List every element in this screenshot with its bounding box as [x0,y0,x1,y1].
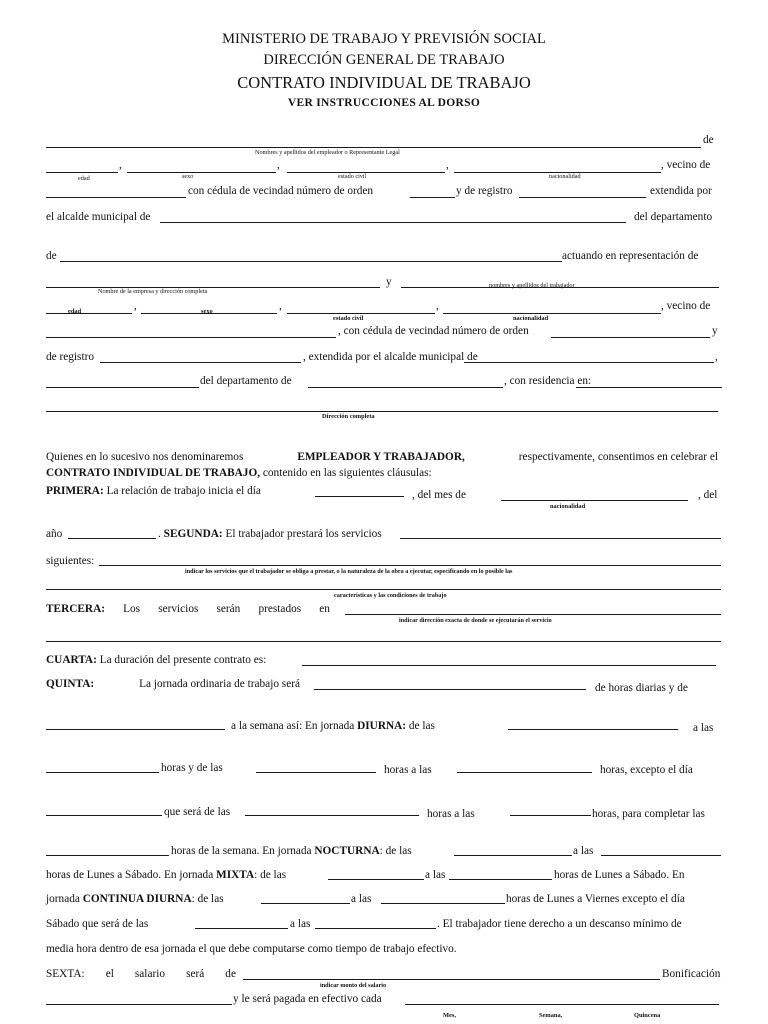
employer-residence-field[interactable] [46,197,186,198]
nocturna-line [171,845,412,857]
services-detail-field-2[interactable] [46,589,721,590]
clause-text: La duración del presente contrato es: [99,654,267,666]
conditions-hint: características y las condiciones de trabajo [334,592,447,599]
payment-period-field[interactable] [405,1004,719,1005]
clause-label: TERCERA: [46,603,105,615]
worker-residence-field[interactable] [46,337,336,338]
direccion-hint: Dirección completa [322,413,375,420]
mes-option: Mes, [443,1012,456,1019]
cuarta-clause [46,654,266,666]
location-hint: indicar dirección exacta de donde se ejecutarán el servicio [399,617,552,624]
diurna-end-2-field[interactable] [457,772,592,773]
clause-word: serán [216,603,241,615]
cedula-label: , con cédula de vecindad número de orden [338,325,529,337]
bonus-field[interactable] [46,1004,232,1005]
intro-line-1 [46,451,718,463]
clause-word: servicios [158,603,199,615]
employer-name-field[interactable] [46,147,701,148]
continua-end-field[interactable] [381,903,505,904]
nacionalidad-hint: nacionalidad [550,503,586,510]
employer-name-hint: Nombres y apellidos del empleador o Representante Legal [255,149,400,156]
semana-label [231,720,435,732]
comma: , [436,300,439,312]
except-day-field[interactable] [46,815,162,816]
segunda-clause: . SEGUNDA: El trabajador prestará los servicios [158,528,382,540]
mixta-label: MIXTA [216,869,255,881]
del-mes-label: , del mes de [412,489,466,501]
continua-label: CONTINUA DIURNA [82,893,192,905]
trabajador-hint: nombres y apellidos del trabajador [489,282,575,289]
diurna-start-field[interactable] [508,729,678,730]
employer-sex-field[interactable] [127,172,276,173]
intro-line-2 [46,467,432,479]
worker-municipality-field[interactable] [464,362,714,363]
horas-a-las-label: horas a las [384,764,432,776]
diurna-end-field[interactable] [46,772,159,773]
empresa-hint: Nombre de la empresa y dirección completa [98,288,208,295]
clause-word: será [186,968,205,980]
quincena-option: Quincena [634,1012,661,1019]
sexta-clause [46,968,236,980]
nocturna-start-field[interactable] [454,855,572,856]
instructions-note: VER INSTRUCCIONES AL DORSO [287,97,481,109]
clause-word: salario [134,968,166,980]
mixta-start-field[interactable] [328,879,424,880]
ministry-heading: MINISTERIO DE TRABAJO Y PREVISIÓN SOCIAL [222,31,546,47]
sabado-que-label: Sábado que será de las [46,918,149,930]
horas-diarias-label [595,682,718,694]
continua-start-field[interactable] [261,903,350,904]
de-label: de [46,250,57,262]
tercera-clause [46,603,330,615]
nocturna-label: NOCTURNA [314,845,380,857]
lunes-viernes-label: horas de Lunes a Viernes excepto el día [506,893,685,905]
completar-label: horas, para completar las [592,808,705,820]
siguientes-label: siguientes: [46,555,95,567]
quinta-clause [46,678,300,690]
worker-cedula-order-field[interactable] [551,337,710,338]
worker-age-field[interactable] [46,313,132,314]
registro-label: y de registro [456,185,513,197]
weekly-total-field[interactable] [46,855,169,856]
text: horas de la semana. En jornada [171,845,312,857]
clause-label: QUINTA: [46,678,95,690]
y-label: y [712,325,718,337]
clause-word: el [105,968,114,980]
intro-text: contenido en las siguientes cláusulas: [262,467,432,479]
nocturna-end-field[interactable] [601,855,721,856]
lunes-sabado-label: horas de Lunes a Sábado. En [554,869,685,881]
a-las-label: a las [351,893,372,905]
excepto-label: horas, excepto el día [600,764,693,776]
diurna-start-2-field[interactable] [256,772,376,773]
text: a la semana así: En jornada [231,720,355,732]
clause-word: Los [123,603,141,615]
clause-text: La relación de trabajo inicia el día [106,485,261,497]
intro-text: respectivamente, consentimos en celebrar el [518,451,718,463]
clause-label: SEXTA: [46,968,85,980]
worker-blank-field[interactable] [46,387,199,388]
contract-name: CONTRATO INDIVIDUAL DE TRABAJO, [46,467,261,479]
start-month-field[interactable] [501,500,688,501]
vecino-label: , vecino de [661,159,711,171]
y-label: y [386,276,392,288]
semana-option: Semana, [539,1012,563,1019]
worker-registry-field[interactable] [100,362,301,363]
parties-label: EMPLEADOR Y TRABAJADOR, [297,451,465,463]
except-end-field[interactable] [510,815,591,816]
hours-field[interactable] [314,689,586,690]
edad-hint: edad [78,175,90,182]
a-las-label: a las [693,722,714,734]
employer-registry-field[interactable] [519,197,646,198]
worker-residence-start-field[interactable] [576,387,722,388]
saturday-start-field[interactable] [195,928,288,929]
clause-text: La jornada ordinaria de trabajo será [139,678,300,690]
departamento-label: del departamento [634,211,713,223]
salary-hint: indicar monto del salario [320,982,387,989]
clause-label: PRIMERA: [46,485,104,497]
work-location-field-2[interactable] [46,641,721,642]
alcalde-label: el alcalde municipal de [46,211,151,223]
diurna-label: DIURNA: [357,720,407,732]
primera-clause [46,485,261,497]
text: : de las [254,869,287,881]
worker-department-field[interactable] [308,387,503,388]
descanso-text: . El trabajador tiene derecho a un descanso mínimo de [437,918,682,930]
worker-civil-status-field[interactable] [287,313,435,314]
comma: , [134,300,137,312]
a-las-label: a las [425,869,446,881]
registro-label: de registro [46,351,94,363]
del-label: , del [698,489,718,501]
horas-a-las-label: horas a las [427,808,475,820]
mixta-line [46,869,286,881]
estado-civil-hint: estado civil [333,315,364,322]
text: jornada [46,893,80,905]
clause-word: en [319,603,330,615]
anio-label: año [46,528,63,540]
pagada-label: y le será pagada en efectivo cada [233,993,382,1005]
start-year-field[interactable] [68,538,156,539]
bonificacion-label: Bonificación [662,968,721,980]
services-field[interactable] [400,538,721,539]
employer-cedula-order-field[interactable] [410,197,455,198]
comma: , [446,159,449,171]
employer-department-field[interactable] [60,261,562,262]
comma: , [277,159,280,171]
except-start-field[interactable] [245,815,419,816]
comma: , [119,159,122,171]
extendida-label: extendida por [650,185,712,197]
mixta-end-field[interactable] [449,879,552,880]
clause-label: SEGUNDA: [163,528,223,540]
departamento-label: del departamento de [200,375,292,387]
employer-municipality-field[interactable] [160,222,626,223]
extendida-label: , extendida por el alcalde municipal de [303,351,478,363]
weekly-hours-field[interactable] [46,729,225,730]
text: de horas diarias y de [595,682,688,694]
sexo-hint: sexo [182,173,194,180]
intro-text: Quienes en lo sucesivo nos denominaremos [46,451,244,463]
text: : de las [191,893,224,905]
continua-line [46,893,224,905]
worker-nationality-field[interactable] [443,313,661,314]
work-location-field[interactable] [345,614,721,615]
estado-civil-hint: estado civil [338,173,367,180]
start-day-field[interactable] [315,496,404,497]
sexo-hint: sexo [201,308,213,315]
services-hint: indicar los servicios que el trabajador se obliga a prestar, o la naturaleza de la obra a ejecutar, especificando en lo posible las [185,568,513,575]
residencia-label: , con residencia en: [504,375,592,387]
a-las-label: a las [290,918,311,930]
media-hora-text: media hora dentro de esa jornada el que debe computarse como tiempo de trabajo efectivo. [46,943,457,955]
text: horas de Lunes a Sábado. En jornada [46,869,214,881]
saturday-end-field[interactable] [315,928,436,929]
duration-field[interactable] [302,665,716,666]
services-detail-field[interactable] [99,565,721,566]
clause-word: de [225,968,236,980]
que-sera-label: que será de las [164,806,231,818]
document-title: CONTRATO INDIVIDUAL DE TRABAJO [237,73,531,92]
actuando-label: actuando en representación de [562,250,699,262]
clause-text: El trabajador prestará los servicios [225,528,382,540]
de-label: de [703,134,714,146]
direction-heading: DIRECCIÓN GENERAL DE TRABAJO [263,52,505,68]
text: : de las [379,845,412,857]
horas-y-de-las-label: horas y de las [161,762,223,774]
company-field[interactable] [46,287,380,288]
clause-label: CUARTA: [46,654,97,666]
salary-field[interactable] [243,979,660,980]
edad-hint: edad [68,308,82,315]
comma: , [279,300,282,312]
a-las-label: a las [573,845,594,857]
text: de las [408,720,435,732]
employer-age-field[interactable] [46,172,118,173]
nacionalidad-hint: nacionalidad [513,315,549,322]
clause-word: prestados [258,603,302,615]
nacionalidad-hint: nacionalidad [549,173,581,180]
vecino-label: , vecino de [661,300,711,312]
worker-address-field[interactable] [46,411,718,412]
cedula-label: con cédula de vecindad número de orden [188,185,374,197]
comma: , [715,351,718,363]
